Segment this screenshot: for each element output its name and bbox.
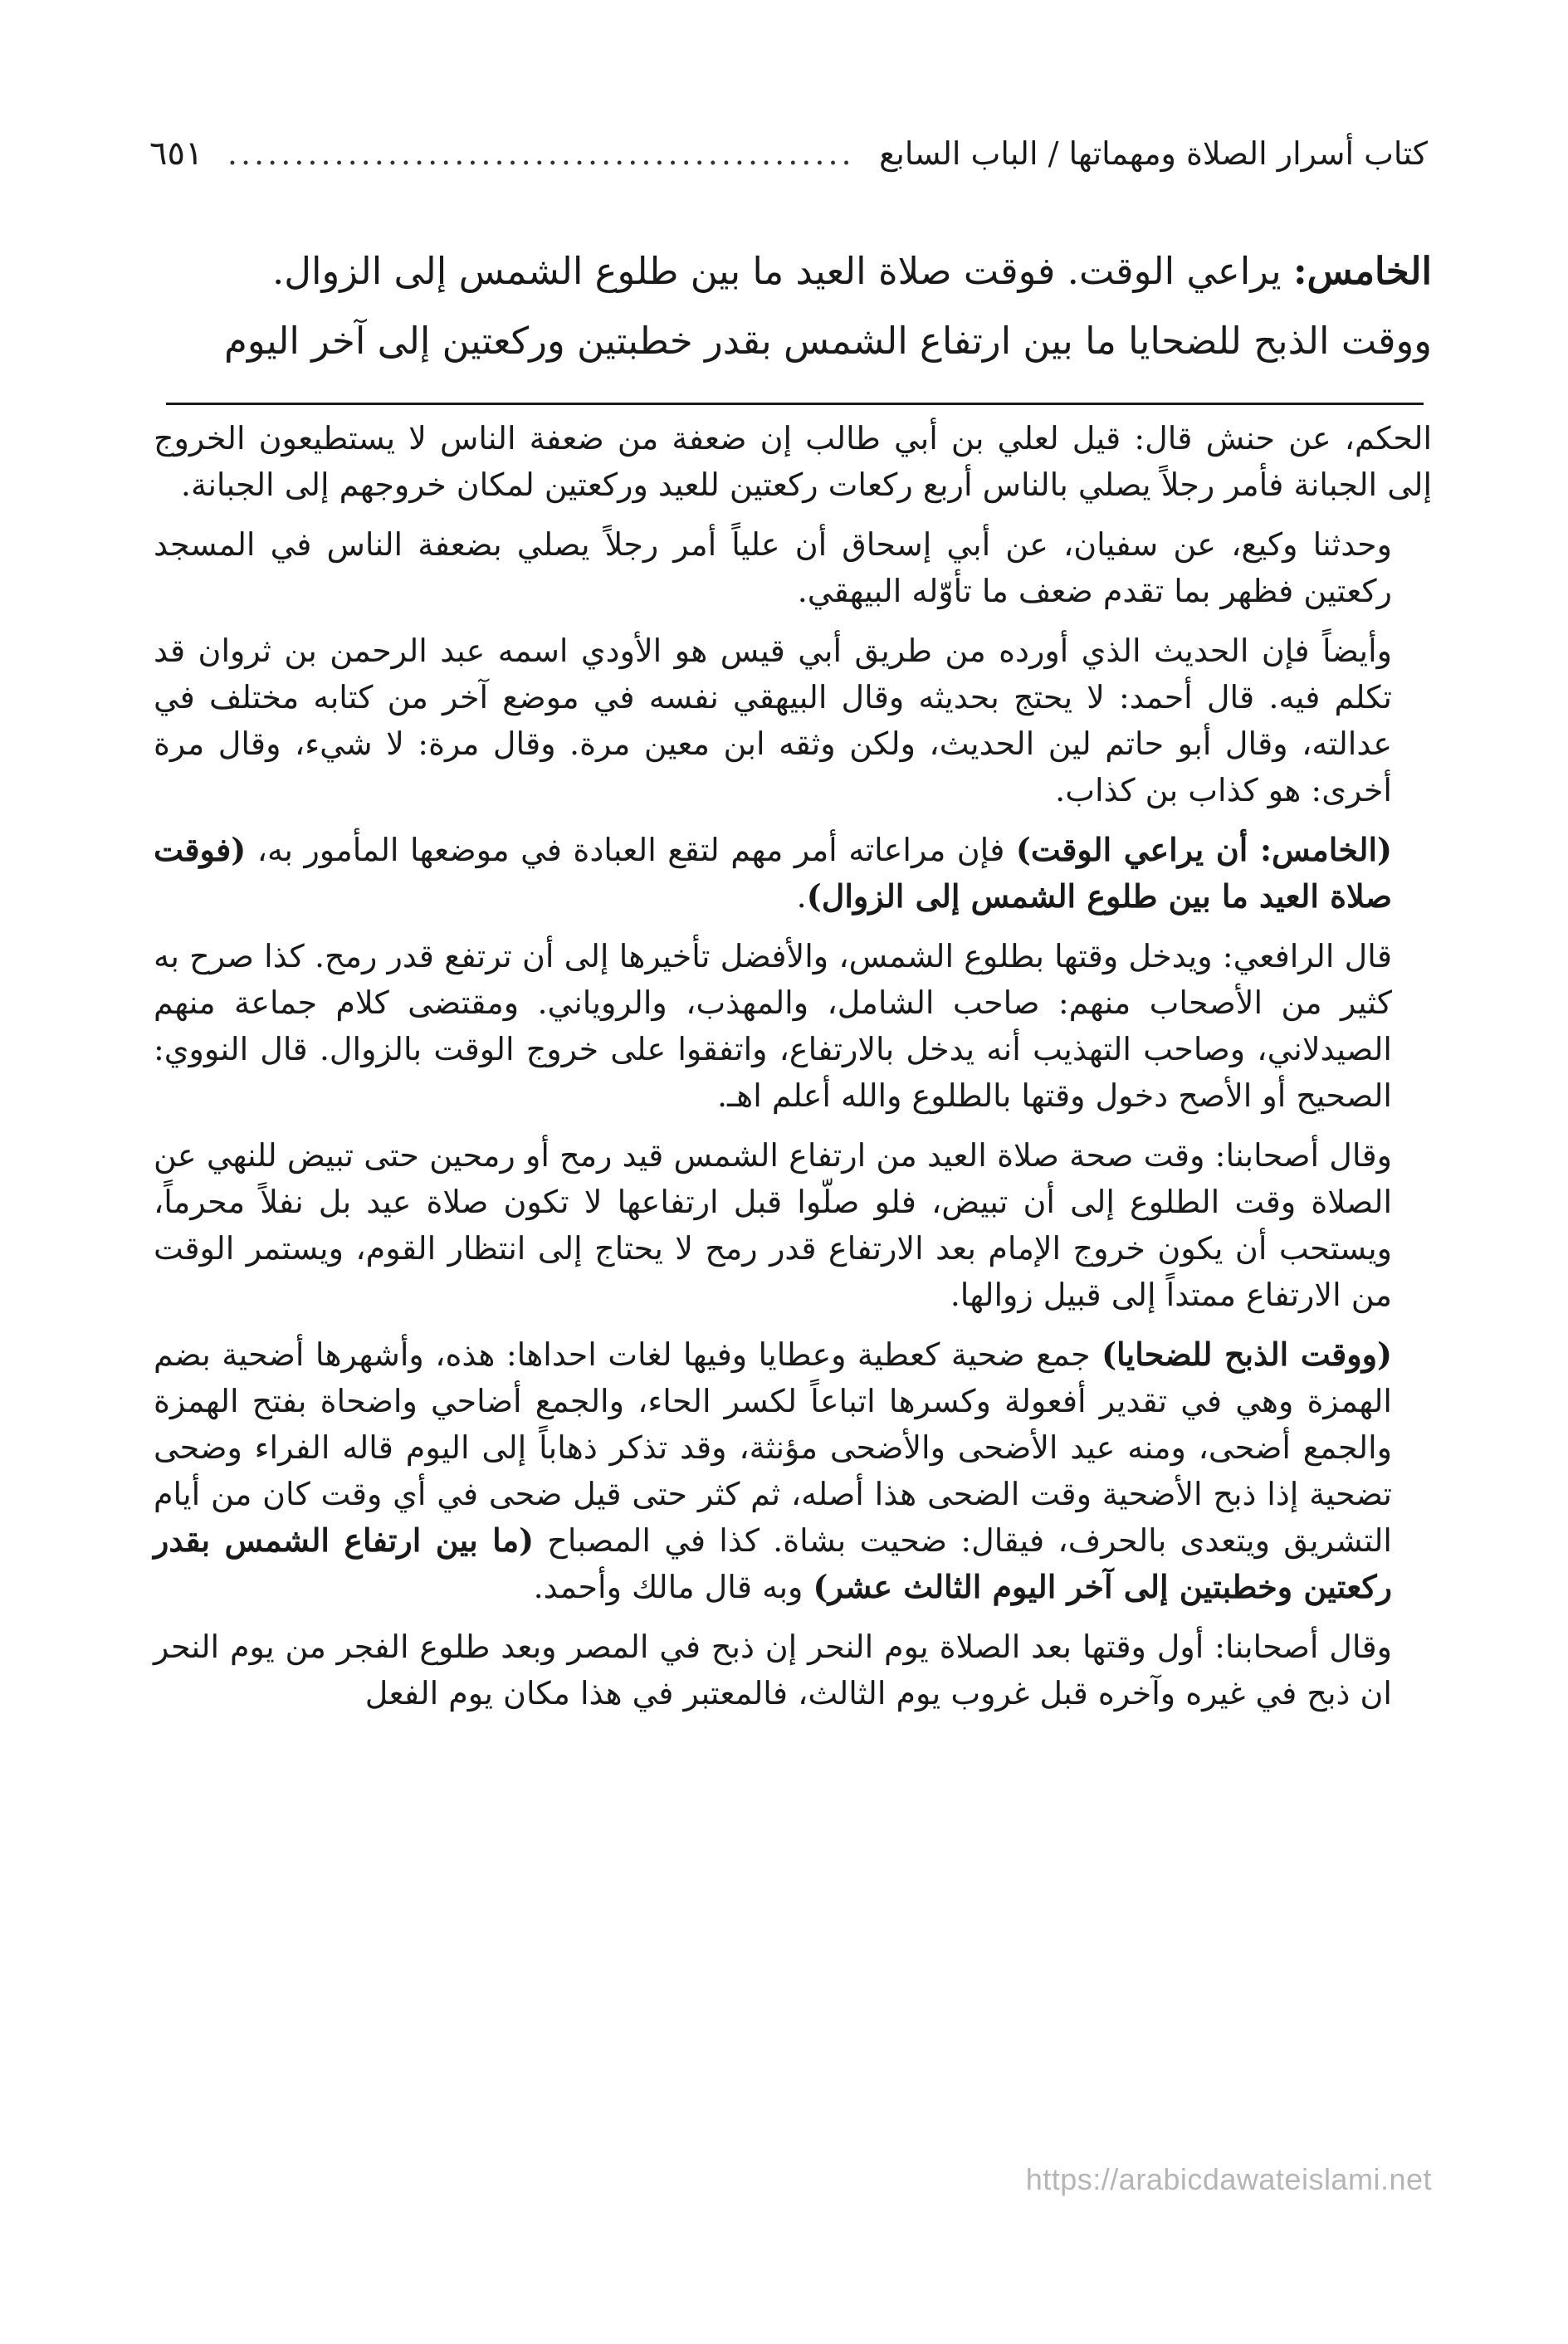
main-lead-word: الخامس:: [1292, 249, 1432, 293]
commentary-paragraph: الحكم، عن حنش قال: قيل لعلي بن أبي طالب إن ضعفة من ضعفة الناس لا يستطيعون الخروج إلى الجبانة فأمر رجلاً يصلي بالناس أربع ركعات ركعتين للعيد وركعتين لمكان خروجهم إلى الجبانة.: [154, 420, 1432, 503]
main-line-1: [154, 237, 1432, 306]
quoted-matn: (فوقت صلاة العيد ما بين طلوع الشمس إلى الزوال): [154, 831, 1392, 915]
header-title: كتاب أسرار الصلاة ومهماتها / الباب السابع: [879, 135, 1428, 172]
commentary-paragraph: قال الرافعي: ويدخل وقتها بطلوع الشمس، والأفضل تأخيرها إلى أن ترتفع قدر رمح. كذا صرح به كثير من الأصحاب منهم: صاحب الشامل، والمهذب، والروياني. ومقتضى كلام جماعة منهم الصيدلاني، وصاحب التهذيب أنه يدخل بالارتفاع، واتفقوا على خروج الوقت بالزوال. قال النووي: الصحيح أو الأصح دخول وقتها بالطلوع والله أعلم اهـ.: [154, 938, 1392, 1114]
source-watermark: https://arabicdawateislami.net: [1025, 2162, 1432, 2196]
commentary-paragraph: [154, 827, 1432, 920]
commentary-text: .: [796, 878, 807, 915]
commentary-section: [154, 415, 1432, 1730]
quoted-matn: (ما بين ارتفاع الشمس بقدر ركعتين وخطبتين إلى آخر اليوم الثالث عشر): [154, 1521, 1392, 1605]
commentary-text: وبه قال مالك وأحمد.: [533, 1569, 813, 1605]
main-line-2: ووقت الذبح للضحايا ما بين ارتفاع الشمس بقدر خطبتين وركعتين إلى آخر اليوم: [224, 319, 1432, 363]
page-number: ٦٥١: [149, 134, 203, 173]
commentary-paragraph: وحدثنا وكيع، عن سفيان، عن أبي إسحاق أن علياً أمر رجلاً يصلي بضعفة الناس في المسجد ركعتين فظهر بما تقدم ضعف ما تأوّله البيهقي.: [154, 526, 1392, 609]
running-header: [149, 125, 1428, 183]
header-leader-dots: ...............................................: [227, 135, 855, 172]
commentary-text: جمع ضحية كعطية وعطايا وفيها لغات احداها: هذه، وأشهرها أضحية بضم الهمزة وهي في تقدير أفعولة وكسرها اتباعاً لكسر الحاء، والجمع أضاحي واضحاة بفتح الهمزة والجمع أضحى، ومنه عيد الأضحى والأضحى مؤنثة، وقد تذكر ذهاباً إلى اليوم قاله الفراء وضحى تضحية إذا ذبح الأضحية وقت الضحى هذا أصله، ثم كثر حتى قيل ضحى في أي وقت كان من أيام التشريق ويتعدى بالحرف، فيقال: ضحيت بشاة. كذا في المصباح: [154, 1336, 1392, 1559]
commentary-paragraph: وأيضاً فإن الحديث الذي أورده من طريق أبي قيس هو الأودي اسمه عبد الرحمن بن ثروان قد تكلم فيه. قال أحمد: لا يحتج بحديثه وقال البيهقي نفسه في موضع آخر من كتابه مختلف في عدالته، وقال أبو حاتم لين الحديث، ولكن وثقه ابن معين مرة. وقال مرة: لا شيء، وقال مرة أخرى: هو كذاب بن كذاب.: [154, 632, 1392, 808]
quoted-matn: (الخامس: أن يراعي الوقت): [1015, 831, 1393, 868]
commentary-paragraph: [154, 1331, 1432, 1610]
commentary-paragraph: وقال أصحابنا: وقت صحة صلاة العيد من ارتفاع الشمس قيد رمح أو رمحين حتى تبيض للنهي عن الصلاة وقت الطلوع إلى أن تبيض، فلو صلّوا قبل ارتفاعها لا تكون صلاة عيد بل نفلاً محرماً، ويستحب أن يكون خروج الإمام بعد الارتفاع قدر رمح لا يحتاج إلى انتظار القوم، ويستمر الوقت من الارتفاع ممتداً إلى قبيل زوالها.: [154, 1137, 1392, 1313]
commentary-text: فإن مراعاته أمر مهم لتقع العبادة في موضعها المأمور به،: [246, 832, 1016, 868]
footnote-divider: [166, 403, 1424, 405]
quoted-matn: (ووقت الذبح للضحايا): [1102, 1336, 1392, 1373]
main-text: [154, 237, 1432, 376]
commentary-paragraph: وقال أصحابنا: أول وقتها بعد الصلاة يوم النحر إن ذبح في المصر وبعد طلوع الفجر من يوم النحر ان ذبح في غيره وآخره قبل غروب يوم الثالث، فالمعتبر في هذا مكان يوم الفعل: [154, 1629, 1392, 1712]
main-line-1-text: يراعي الوقت. فوقت صلاة العيد ما بين طلوع الشمس إلى الزوال.: [271, 249, 1293, 293]
